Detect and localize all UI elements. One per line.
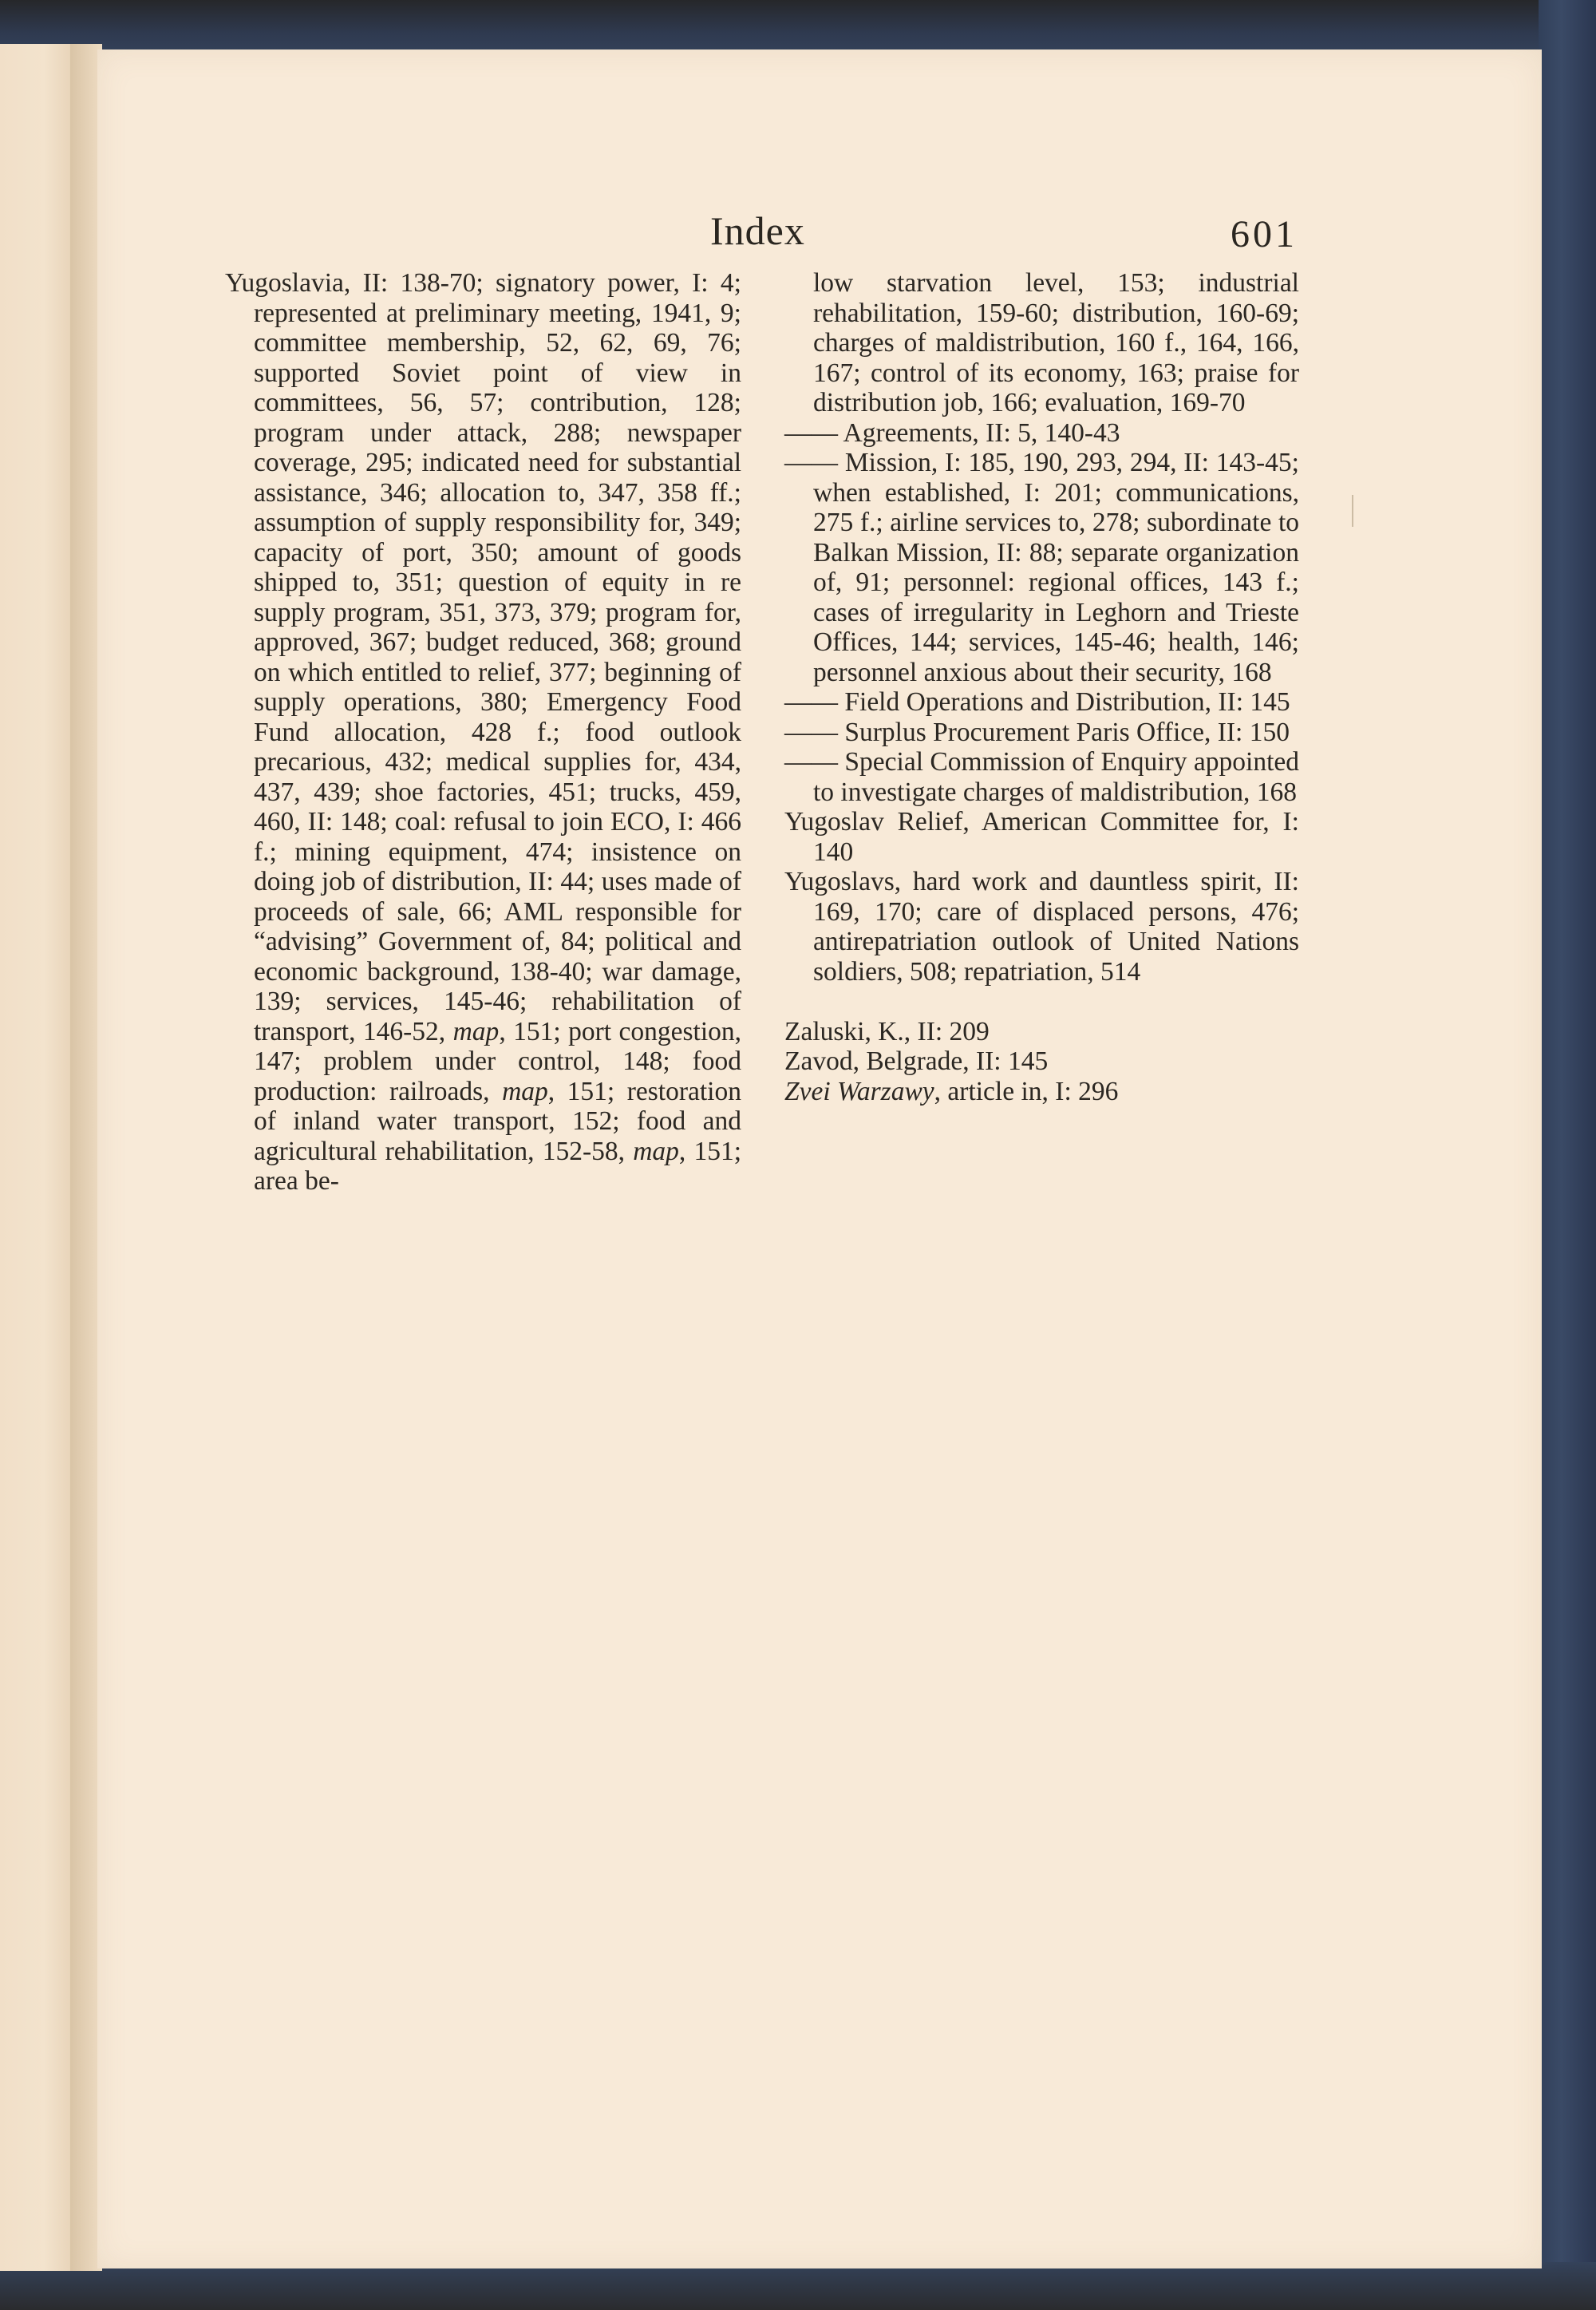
map-reference: map (452, 1016, 500, 1046)
subentry-mission: —— Mission, I: 185, 190, 293, 294, II: 143-45; when established, I: 201; communications, 275 f.; airline services to, 278; subordinate to Balkan Mission, II: 88; separate organization of, 91; personnel: regional offices, 143 f.; cases of irregularity in Leghorn and Trieste Offices, 144; services, 145-46; health, 146; personnel anxious about their security, 168 (784, 448, 1299, 687)
publication-title: Zvei Warzawy (784, 1076, 934, 1106)
subentry-field-operations: —— Field Operations and Distribution, II: 145 (784, 687, 1290, 717)
index-entry-yugoslavia-continued: low starvation level, 153; industrial rehabilitation, 159-60; distribution, 160-69; charges of maldistribution, 160 f., 164, 166, 167; control of its economy, 163; praise for distribution job, 166; evaluation, 169-70 (813, 268, 1299, 417)
entry-text: , article in, I: 296 (934, 1076, 1119, 1106)
index-entry-zvei-warzawy (784, 1077, 1299, 1107)
right-column (784, 268, 1299, 1106)
map-reference: map (633, 1136, 679, 1166)
left-column (225, 268, 741, 1197)
index-entry-yugoslavs: Yugoslavs, hard work and dauntless spirit, II: 169, 170; care of displaced persons, 476; antirepatriation outlook of United Nations soldiers, 508; repatriation, 514 (784, 867, 1299, 987)
map-reference: map (502, 1076, 548, 1106)
entry-text: , 151; area be- (254, 1136, 741, 1196)
page-number: 601 (1231, 213, 1298, 255)
entry-text: Yugoslavia, II: 138-70; signatory power, I: 4; represented at preliminary meeting, 1941, 9; committee membership, 52, 62, 69, 76; supported Soviet point of view in committees, 56, 57; contribution, 128; program under attack, 288; newspaper coverage, 295; indicated need for substantial assistance, 346; allocation to, 347, 358 ff.; assumption of supply responsibility for, 349; capacity of port, 350; amount of goods shipped to, 351; question of equity in re supply program, 351, 373, 379; program for, approved, 367; budget reduced, 368; ground on which entitled to relief, 377; beginning of supply operations, 380; Emergency Food Fund allocation, 428 f.; food outlook precarious, 432; medical supplies for, 434, 437, 439; shoe factories, 451; trucks, 459, 460, II: 148; coal: refusal to join ECO, I: 466 f.; mining equipment, 474; insistence on doing job of distribution, II: 44; uses made of proceeds of sale, 66; AML responsible for “advising” Government of, 84; political and economic background, 138-40; war damage, 139; services, 145-46; rehabilitation of transport, 146-52, (225, 268, 741, 1046)
subentry-special-commission: —— Special Commission of Enquiry appointed to investigate charges of maldistribution, 168 (784, 747, 1299, 807)
index-entry-zaluski: Zaluski, K., II: 209 (784, 1016, 990, 1046)
book-cover-top-edge (0, 0, 1596, 56)
section-gap (784, 987, 1299, 1017)
index-entry-yugoslav-relief: Yugoslav Relief, American Committee for, I: 140 (784, 807, 1299, 867)
index-entry-yugoslavia (225, 268, 741, 1197)
facing-page-edge (0, 44, 73, 2271)
index-entry-zavod: Zavod, Belgrade, II: 145 (784, 1046, 1049, 1076)
subentry-agreements: —— Agreements, II: 5, 140-43 (784, 417, 1120, 448)
subentry-surplus-procurement: —— Surplus Procurement Paris Office, II: 150 (784, 717, 1290, 747)
entry-text: , 151; restoration of inland water transport, 152; food and agricultural rehabilitation, 152-58, (254, 1076, 741, 1166)
book-cover-bottom-edge (0, 2262, 1596, 2310)
page-title: Index (710, 208, 805, 253)
entry-text: , 151; port congestion, 147; problem under control, 148; food production: railroads, (254, 1016, 741, 1106)
book-cover-right-edge (1539, 0, 1596, 2310)
page-mark (1352, 495, 1353, 527)
